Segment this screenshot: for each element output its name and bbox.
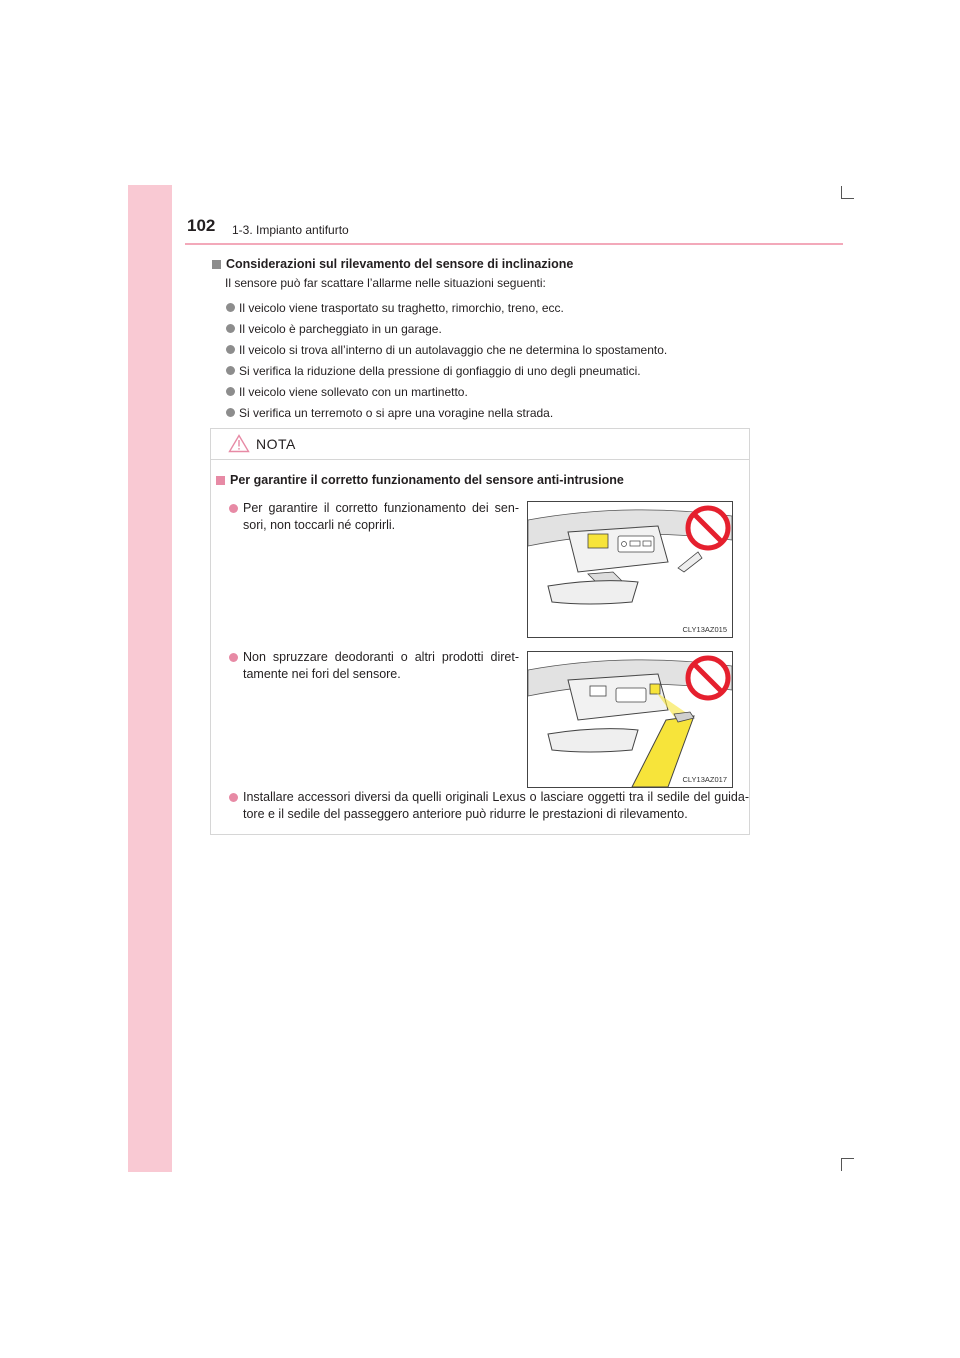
list-item: Si verifica un terremoto o si apre una voragine nella strada. xyxy=(212,402,772,423)
note-box xyxy=(210,428,750,835)
list-item: Il veicolo viene trasportato su traghetto, rimorchio, treno, ecc. xyxy=(212,297,772,318)
header-rule xyxy=(185,243,843,245)
warning-triangle-icon xyxy=(228,434,250,453)
figure-code: CLY13AZ015 xyxy=(682,625,727,634)
section-intro: Il sensore può far scattare l’allarme nelle situazioni seguenti: xyxy=(225,276,546,290)
bullet-dot-icon xyxy=(226,408,235,417)
list-item: Il veicolo è parcheggiato in un garage. xyxy=(212,318,772,339)
note-title: NOTA xyxy=(256,436,296,452)
spray-can-illustration xyxy=(528,652,732,787)
bullet-dot-icon xyxy=(229,504,238,513)
list-item: Si verifica la riduzione della pressione di gonfiaggio di uno degli pneumatici. xyxy=(212,360,772,381)
square-bullet-icon xyxy=(216,476,225,485)
list-item: Il veicolo si trova all’interno di un autolavaggio che ne determina lo spostamento. xyxy=(212,339,772,360)
note-heading xyxy=(216,473,624,487)
section-title: 1-3. Impianto antifurto xyxy=(232,223,349,237)
tilt-sensor-section xyxy=(212,256,772,423)
section-heading-text: Considerazioni sul rilevamento del sensore di inclinazione xyxy=(226,257,574,271)
sensor-figure-no-touch xyxy=(527,501,733,638)
figure-code: CLY13AZ017 xyxy=(682,775,727,784)
bullet-dot-icon xyxy=(229,793,238,802)
crop-mark xyxy=(841,186,854,199)
overhead-console-illustration xyxy=(528,502,732,637)
side-band xyxy=(128,185,172,1172)
note-item: Per garantire il corretto funzionamento dei sen-sori, non toccarli né coprirli. xyxy=(229,500,519,534)
list-item: Il veicolo viene sollevato con un martinetto. xyxy=(212,381,772,402)
bullet-dot-icon xyxy=(226,324,235,333)
bullet-dot-icon xyxy=(226,303,235,312)
sensor-figure-no-spray xyxy=(527,651,733,788)
note-header xyxy=(211,429,749,460)
note-item: Non spruzzare deodoranti o altri prodotti diret-tamente nei fori del sensore. xyxy=(229,649,519,683)
bullet-dot-icon xyxy=(226,345,235,354)
note-heading-text: Per garantire il corretto funzionamento del sensore anti-intrusione xyxy=(230,473,624,487)
crop-mark xyxy=(841,1158,854,1171)
square-bullet-icon xyxy=(212,260,221,269)
page-number: 102 xyxy=(187,216,216,235)
situation-list xyxy=(212,297,772,423)
bullet-dot-icon xyxy=(229,653,238,662)
bullet-dot-icon xyxy=(226,366,235,375)
bullet-dot-icon xyxy=(226,387,235,396)
section-heading xyxy=(212,256,772,272)
note-item: Installare accessori diversi da quelli originali Lexus o lasciare oggetti tra il sedile del guida-tore e il sedile del passeggero anteriore può ridurre le prestazioni di rilevamento. xyxy=(229,789,749,823)
